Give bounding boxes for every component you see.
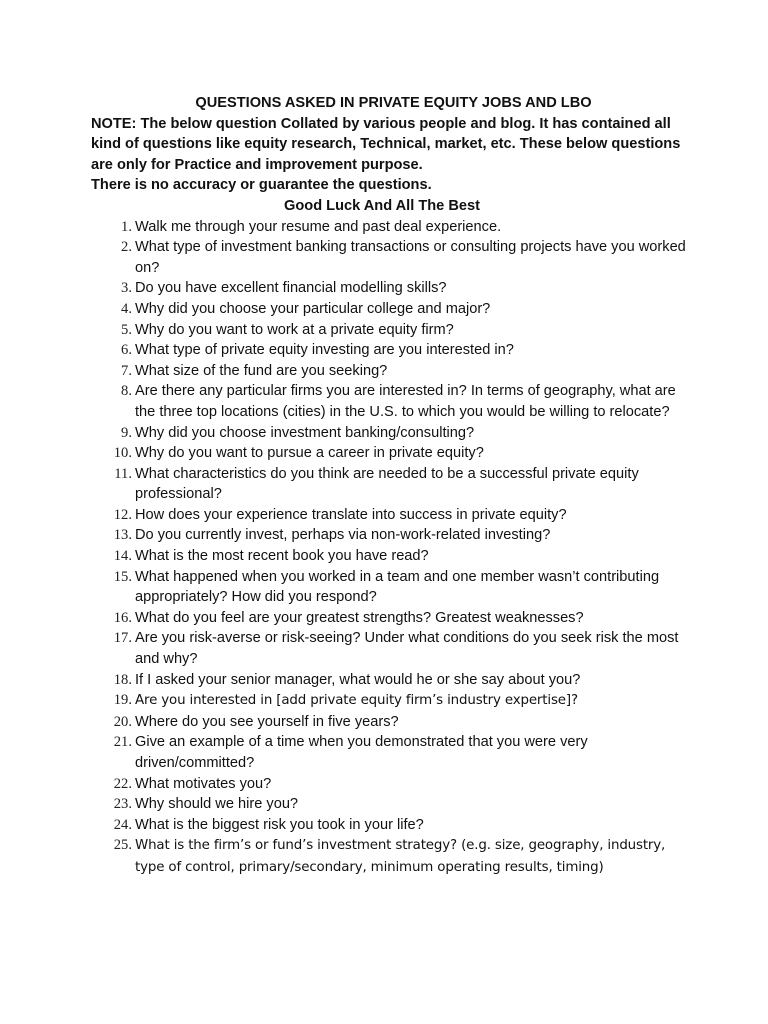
question-item <box>91 608 691 629</box>
question-item <box>91 732 691 773</box>
question-text: Why did you choose your particular college and major? <box>135 300 491 317</box>
question-item <box>91 237 691 278</box>
question-text: What is the firm’s or fund’s investment strategy? (e.g. size, geography, industry, type of control, primary/secondary, minimum operating results, timing) <box>135 838 666 875</box>
question-text: What size of the fund are you seeking? <box>135 362 388 379</box>
question-number: 8. <box>121 383 132 400</box>
document-content <box>91 93 691 879</box>
good-luck-heading: Good Luck And All The Best <box>284 197 480 214</box>
note-block <box>91 114 691 196</box>
question-number: 1. <box>121 218 132 235</box>
question-number: 18. <box>113 671 132 688</box>
question-item <box>91 567 691 608</box>
question-text: What do you feel are your greatest strengths? Greatest weaknesses? <box>135 609 584 626</box>
question-number: 10. <box>113 445 132 462</box>
question-item <box>91 670 691 691</box>
question-text: If I asked your senior manager, what would he or she say about you? <box>135 671 581 688</box>
question-text: Are you risk-averse or risk-seeing? Under what conditions do you seek risk the most and why? <box>135 630 679 668</box>
note-paragraph: NOTE: The below question Collated by various people and blog. It has contained all kind of questions like equity research, Technical, market, etc. These below questions are only for Practice and improvement purpose. <box>91 115 681 173</box>
question-item <box>91 815 691 836</box>
question-text: What happened when you worked in a team and one member wasn’t contributing appropriately? How did you respond? <box>135 568 660 606</box>
question-item <box>91 525 691 546</box>
question-text: What is the biggest risk you took in your life? <box>135 816 424 833</box>
document-title: QUESTIONS ASKED IN PRIVATE EQUITY JOBS AND LBO <box>195 95 592 111</box>
question-number: 4. <box>121 300 132 317</box>
question-number: 7. <box>121 362 132 379</box>
question-number: 17. <box>113 630 132 647</box>
question-number: 9. <box>121 424 132 441</box>
question-text: Do you currently invest, perhaps via non-work-related investing? <box>135 527 551 544</box>
question-number: 23. <box>113 796 132 813</box>
question-text: Why do you want to work at a private equity firm? <box>135 321 454 338</box>
question-number: 14. <box>113 548 132 565</box>
question-item <box>91 217 691 238</box>
question-number: 24. <box>113 816 132 833</box>
note-disclaimer: There is no accuracy or guarantee the questions. <box>91 177 432 194</box>
question-text: What type of investment banking transactions or consulting projects have you worked on? <box>135 239 686 276</box>
question-number: 21. <box>113 734 132 751</box>
question-number: 5. <box>121 321 132 338</box>
question-text: Walk me through your resume and past deal experience. <box>135 218 502 235</box>
question-item <box>91 320 691 341</box>
question-text: Are there any particular firms you are interested in? In terms of geography, what are the three top locations (cities) in the U.S. to which you would be willing to relocate? <box>135 383 676 420</box>
question-text: What characteristics do you think are needed to be a successful private equity professional? <box>135 465 639 503</box>
question-item <box>91 712 691 733</box>
question-text: Give an example of a time when you demonstrated that you were very driven/committed? <box>135 734 588 771</box>
question-item <box>91 361 691 382</box>
question-text: Why do you want to pursue a career in private equity? <box>135 445 484 462</box>
question-text: What type of private equity investing are you interested in? <box>135 342 514 359</box>
question-text: Where do you see yourself in five years? <box>135 713 399 730</box>
question-item <box>91 340 691 361</box>
question-number: 16. <box>113 609 132 626</box>
question-text: Do you have excellent financial modelling skills? <box>135 280 447 297</box>
question-item <box>91 690 691 712</box>
question-text: What motivates you? <box>135 775 272 792</box>
question-number: 19. <box>113 692 132 709</box>
question-item <box>91 443 691 464</box>
question-text: What is the most recent book you have read? <box>135 548 429 565</box>
question-item <box>91 628 691 669</box>
question-number: 15. <box>113 568 132 585</box>
question-number: 22. <box>113 775 132 792</box>
question-item <box>91 381 691 422</box>
question-item <box>91 546 691 567</box>
question-text: Why should we hire you? <box>135 796 299 813</box>
question-number: 25. <box>113 837 132 854</box>
question-text: Why did you choose investment banking/consulting? <box>135 424 475 441</box>
question-item <box>91 505 691 526</box>
question-item <box>91 835 691 878</box>
question-text: How does your experience translate into success in private equity? <box>135 506 567 523</box>
question-number: 13. <box>113 527 132 544</box>
question-number: 11. <box>114 465 132 482</box>
question-item <box>91 464 691 505</box>
question-item <box>91 278 691 299</box>
question-number: 20. <box>113 713 132 730</box>
question-item <box>91 423 691 444</box>
question-number: 2. <box>121 239 132 256</box>
question-item <box>91 794 691 815</box>
question-item <box>91 299 691 320</box>
questions-list <box>91 217 691 879</box>
question-number: 6. <box>121 342 132 359</box>
question-number: 3. <box>121 280 132 297</box>
question-text: Are you interested in [add private equity firm’s industry expertise]? <box>135 693 578 709</box>
question-item <box>91 774 691 795</box>
question-number: 12. <box>113 506 132 523</box>
